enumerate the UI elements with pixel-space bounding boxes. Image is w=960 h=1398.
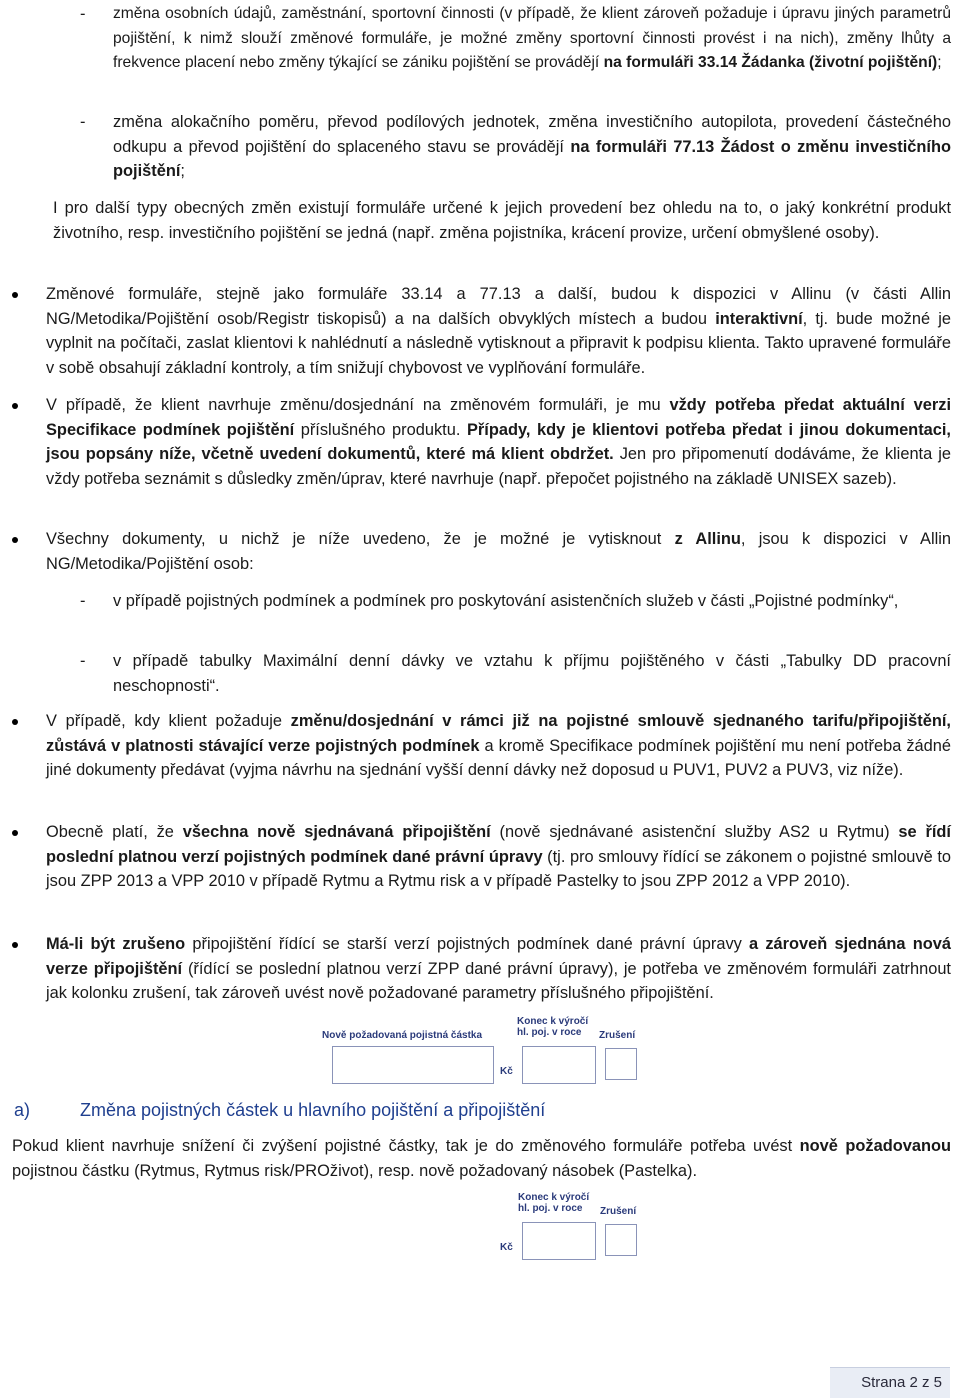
- page-footer: [830, 1367, 950, 1398]
- bullet-marker: [12, 537, 18, 543]
- bullet-cancellation: Má-li být zrušeno připojištění řídící se starší verzí pojistných podmínek dané právní úpravy a zároveň sjednána nová verze připojištění (řídící se poslední platnou verzí ZPP dané právní úpravy), je potřeba ve změnovém formuláři zatrhnout jak kolonku zrušení, tak zároveň uvést nově požadované parametry příslušného připojištění.: [46, 935, 951, 1002]
- end-year-field: [522, 1222, 596, 1260]
- bullet-marker: [12, 403, 18, 409]
- bullet-interactive-forms: Změnové formuláře, stejně jako formuláře 33.14 a 77.13 a další, budou k dispozici v Allinu (v části Allin NG/Metodika/Pojištění osob/Registr tiskopisů) a na dalších obvyklých místech a budou interaktivní, tj. bude možné je vyplnit na počítači, zaslat klientovi k nahlédnutí a následně vytisknout a připravit k podpisu klienta. Takto upravené formuláře v sobě obsahují základní kontroly, a tím snižují chybovost ve vyplňování formuláře.: [46, 285, 952, 377]
- end-year-field: [522, 1046, 596, 1084]
- bullet-new-riders: Obecně platí, že všechna nově sjednávaná připojištění (nově sjednávané asistenční služby AS2 u Rytmu) se řídí poslední platnou verzí pojistných podmínek dané právní úpravy (tj. pro smlouvy řídící se zákonem o pojistné smlouvě to jsou ZPP 2013 a VPP 2010 v případě Rytmu a Rytmu risk a v případě Pastelky to jsou ZPP 2012 a VPP 2010).: [46, 823, 951, 890]
- amount-field: [332, 1046, 494, 1084]
- list-item-2: změna alokačního poměru, převod podílových jednotek, změna investičního autopilota, provedení částečného odkupu a převod pojištění do splaceného stavu se provádějí na formuláři 77.13 Žádost o změnu investičního pojištění;: [113, 113, 951, 180]
- currency-label: Kč: [500, 1066, 513, 1077]
- bullet-specification: V případě, že klient navrhuje změnu/dosjednání na změnovém formuláři, je mu vždy potřeba předat aktuální verzi Specifikace podmínek pojištění příslušného produktu. Případy, kdy je klientovi potřeba předat i jinou dokumentaci, jsou popsány níže, včetně uvedení dokumentů, které má klient obdržet. Jen pro připomenutí dodáváme, že klienta je vždy potřeba seznámit s důsledky změn/úprav, které navrhuje (např. přepočet pojistného na základě UNISEX sazeb).: [46, 396, 951, 488]
- form-snippet-image: [492, 1192, 652, 1272]
- cancel-checkbox: [605, 1224, 637, 1256]
- dash-marker: -: [80, 5, 86, 23]
- bullet-documents-allin: Všechny dokumenty, u nichž je níže uvedeno, že je možné je vytisknout z Allinu, jsou k dispozici v Allin NG/Metodika/Pojištění osob:: [46, 530, 951, 573]
- label-cancel: Zrušení: [599, 1030, 636, 1041]
- section-title: Změna pojistných částek u hlavního pojištění a připojištění: [80, 1100, 546, 1120]
- bullet-marker: [12, 942, 18, 948]
- dash-marker: -: [80, 113, 86, 131]
- label-cancel: Zrušení: [600, 1206, 637, 1217]
- dash-marker: -: [80, 592, 86, 610]
- dash-marker: -: [80, 652, 86, 670]
- label-end-year: Konec k výročí hl. poj. v roce: [518, 1192, 590, 1214]
- section-a-paragraph: Pokud klient navrhuje snížení či zvýšení pojistné částky, tak je do změnového formuláře potřeba uvést nově požadovanou pojistnou částku (Rytmus, Rytmus risk/PROživot), resp. nově požadovaný násobek (Pastelka).: [12, 1137, 951, 1180]
- bullet-marker: [12, 830, 18, 836]
- bullet-marker: [12, 719, 18, 725]
- list-item-1: změna osobních údajů, zaměstnání, sportovní činnosti (v případě, že klient zároveň požaduje i úpravu jiných parametrů pojištění, k nimž slouží změnové formuláře, je možné změny sportovní činnosti provést i na nich), změny lhůty a frekvence placení nebo změny týkající se zániku pojištění se provádějí na formuláři 33.14 Žádanka (životní pojištění);: [113, 5, 951, 71]
- currency-label: Kč: [500, 1242, 513, 1253]
- label-new-amount: Nově požadovaná pojistná částka: [322, 1030, 483, 1041]
- sub-item-tables: v případě tabulky Maximální denní dávky ve vztahu k příjmu pojištěného v části „Tabulky DD pracovní neschopnosti“.: [113, 652, 951, 695]
- bullet-marker: [12, 292, 18, 298]
- paragraph-other-changes: I pro další typy obecných změn existují formuláře určené k jejich provedení bez ohledu na to, o jaký konkrétní produkt životního, resp. investičního pojištění se jedná (např. změna pojistníka, krácení provize, určení obmyšlené osoby).: [53, 199, 951, 242]
- section-heading: [14, 1097, 545, 1123]
- form-snippet-image: [322, 1016, 652, 1096]
- label-end-year: Konec k výročí hl. poj. v roce: [517, 1016, 589, 1038]
- sub-item-conditions: v případě pojistných podmínek a podmínek pro poskytování asistenčních služeb v části „Pojistné podmínky“,: [113, 592, 899, 610]
- section-letter: a): [14, 1100, 31, 1120]
- page-number: Strana 2 z 5: [861, 1374, 942, 1391]
- cancel-checkbox: [605, 1048, 637, 1080]
- bullet-existing-tariff: V případě, kdy klient požaduje změnu/dosjednání v rámci již na pojistné smlouvě sjednaného tarifu/připojištění, zůstává v platnosti stávající verze pojistných podmínek a kromě Specifikace podmínek pojištění mu není potřeba žádné jiné dokumenty předávat (vyjma návrhu na sjednání vyšší denní dávky než doposud u PUV1, PUV2 a PUV3, viz níže).: [46, 712, 951, 779]
